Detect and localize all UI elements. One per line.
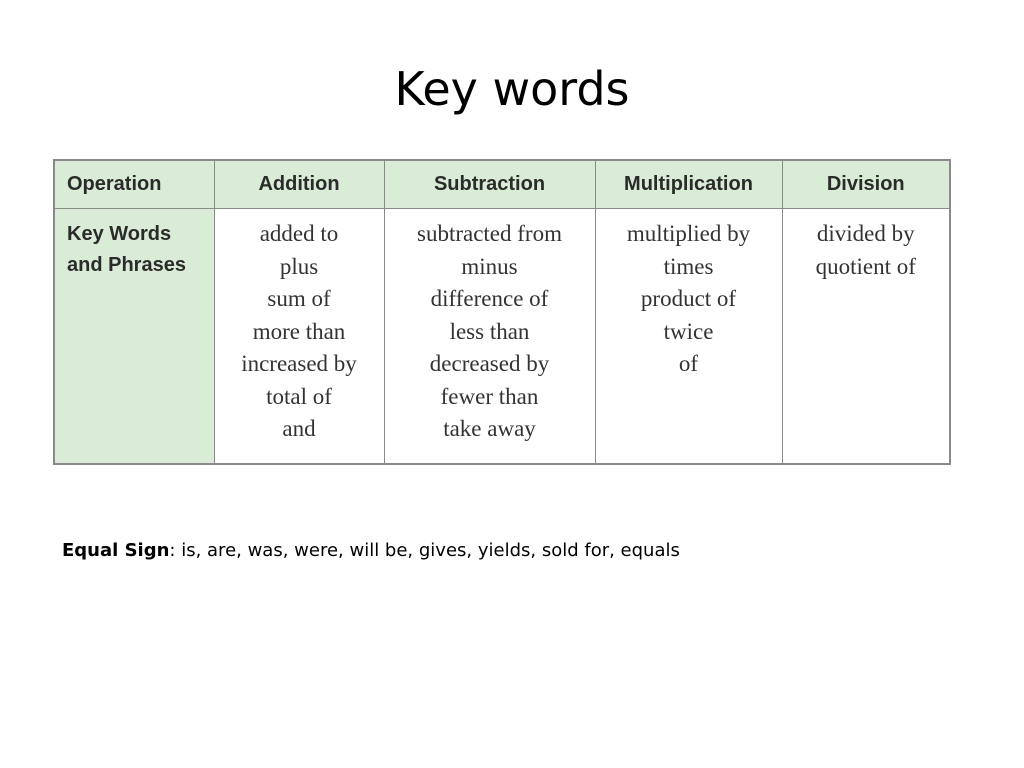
subtraction-phrase: minus	[461, 253, 518, 279]
header-addition: Addition	[214, 160, 384, 209]
multiplication-phrase: times	[663, 253, 714, 279]
division-cell	[782, 209, 950, 465]
multiplication-phrase: of	[678, 351, 699, 376]
addition-phrase: plus	[279, 253, 319, 279]
subtraction-phrase: less than	[449, 318, 530, 344]
subtraction-phrase: decreased by	[429, 351, 550, 376]
key-words-table	[53, 159, 951, 465]
header-subtraction: Subtraction	[384, 160, 595, 209]
subtraction-phrase: subtracted from	[417, 221, 562, 246]
addition-phrase: added to	[259, 221, 339, 246]
division-phrase: quotient of	[815, 253, 916, 279]
header-division: Division	[782, 160, 950, 209]
table-header-row	[54, 160, 950, 209]
addition-cell	[214, 209, 384, 465]
multiplication-phrase: product of	[640, 286, 737, 311]
header-multiplication: Multiplication	[595, 160, 782, 209]
addition-phrase: and	[282, 416, 316, 441]
subtraction-phrase: take away	[443, 416, 536, 441]
division-phrase: divided by	[816, 221, 915, 246]
multiplication-phrase: twice	[663, 318, 714, 344]
row-label-line: and Phrases	[67, 254, 186, 276]
equal-sign-note	[62, 540, 680, 562]
equal-sign-label: Equal Sign	[62, 540, 170, 561]
subtraction-phrase: fewer than	[440, 383, 539, 409]
row-label-key-words	[54, 209, 214, 465]
addition-phrase: increased by	[241, 351, 357, 376]
multiplication-cell	[595, 209, 782, 465]
slide-title: Key words	[394, 62, 630, 116]
addition-phrase: total of	[266, 383, 332, 409]
multiplication-phrase: multiplied by	[626, 221, 751, 246]
subtraction-cell	[384, 209, 595, 465]
key-words-row	[54, 209, 950, 465]
header-operation: Operation	[54, 160, 214, 209]
row-label-line: Key Words	[67, 223, 172, 245]
subtraction-phrase: difference of	[430, 286, 549, 311]
equal-sign-words: : is, are, was, were, will be, gives, yields, sold for, equals	[169, 540, 680, 561]
addition-phrase: more than	[252, 318, 346, 344]
addition-phrase: sum of	[267, 286, 331, 311]
